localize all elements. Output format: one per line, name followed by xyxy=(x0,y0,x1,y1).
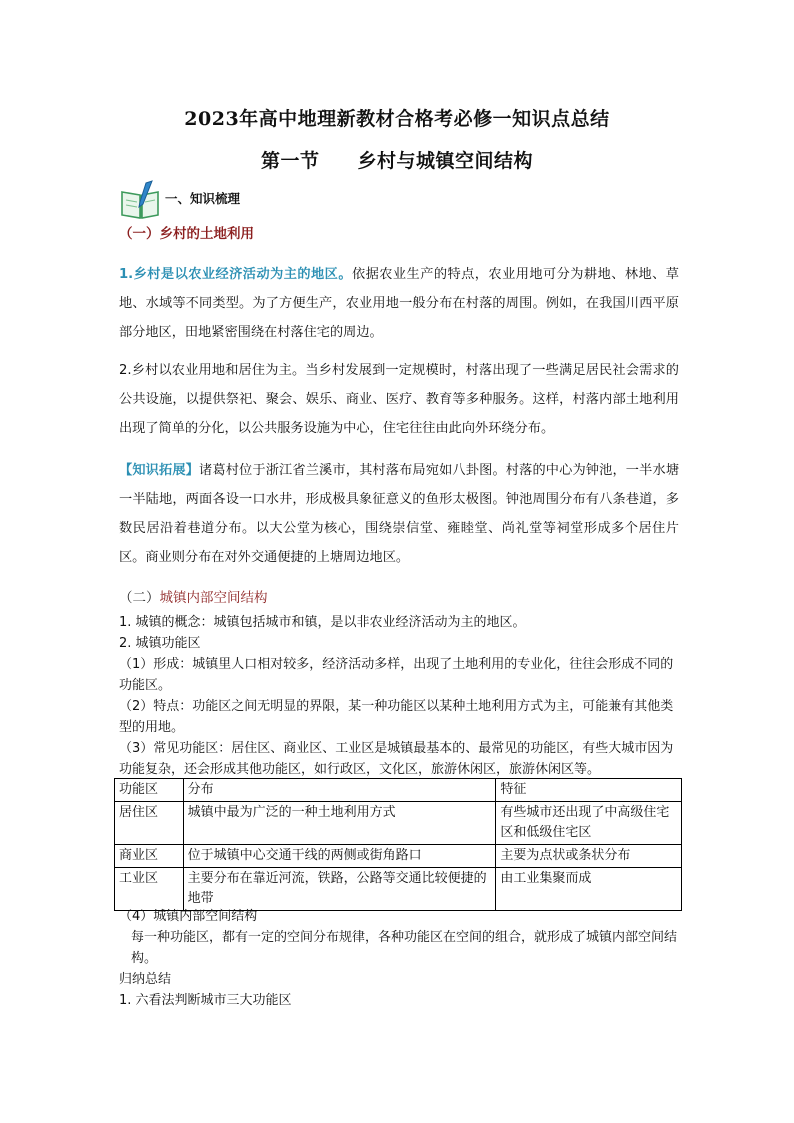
list-item: 1. 城镇的概念：城镇包括城市和镇，是以非农业经济活动为主的地区。 xyxy=(119,615,526,630)
paragraph-rural-1 xyxy=(119,260,679,347)
table-cell: 城镇中最为广泛的一种土地利用方式 xyxy=(183,802,496,845)
document-title: 2023年高中地理新教材合格考必修一知识点总结 xyxy=(184,108,610,130)
subsection-title-rural: （一）乡村的土地利用 xyxy=(119,226,254,242)
table-cell: 主要分布在靠近河流，铁路，公路等交通比较便捷的地带 xyxy=(183,868,496,911)
section-heading xyxy=(0,146,794,173)
paragraph-rural-2: 2.乡村以农业用地和居住为主。当乡村发展到一定规模时，村落出现了一些满足居民社会需求的公共设施，以提供祭祀、聚会、娱乐、商业、医疗、教育等多种服务。这样，村落内部土地利用出现了简单的分化，以公共服务设施为中心，住宅往往由此向外环绕分布。 xyxy=(119,363,679,436)
table-header: 特征 xyxy=(496,779,682,802)
extension-tag: 【知识拓展】 xyxy=(119,463,200,478)
knowledge-label: 一、知识梳理 xyxy=(165,191,241,206)
list-item: （2）特点：功能区之间无明显的界限，某一种功能区以某种土地利用方式为主，可能兼有其他类型的用地。 xyxy=(119,699,674,735)
subsection-prefix: （二） xyxy=(119,590,160,606)
table-row xyxy=(115,868,682,911)
table-cell: 位于城镇中心交通干线的两侧或街角路口 xyxy=(183,845,496,868)
book-pen-icon xyxy=(119,180,163,220)
paragraph-text: 依据农业生产的特点，农业用地可分为耕地、林地、草地、水域等不同类型。为了方便生产，农业用地一般分布在村落的周围。例如，在我国川西平原部分地区，田地紧密围绕在村落住宅的周边。 xyxy=(119,267,679,340)
structure-section xyxy=(119,906,679,1011)
section-prefix: 第一节 xyxy=(260,150,320,172)
list-item: （3）常见功能区：居住区、商业区、工业区是城镇最基本的、最常见的功能区，有些大城市因为功能复杂，还会形成其他功能区，如行政区，文化区，旅游休闲区，旅游休闲区等。 xyxy=(119,741,674,777)
list-item: 1. 六看法判断城市三大功能区 xyxy=(119,993,292,1008)
urban-list xyxy=(119,612,679,780)
table-cell: 主要为点状或条状分布 xyxy=(496,845,682,868)
paragraph-text: 每一种功能区，都有一定的空间分布规律，各种功能区在空间的组合，就形成了城镇内部空间结构。 xyxy=(131,930,678,966)
knowledge-header xyxy=(119,180,240,220)
subheading: （4）城镇内部空间结构 xyxy=(119,909,258,924)
summary-label: 归纳总结 xyxy=(119,972,172,987)
table-header: 分布 xyxy=(183,779,496,802)
table-cell: 居住区 xyxy=(115,802,184,845)
table-cell: 商业区 xyxy=(115,845,184,868)
table-row xyxy=(115,845,682,868)
subsection-title-urban xyxy=(119,586,268,606)
section-name: 乡村与城镇空间结构 xyxy=(357,150,534,172)
table-header-row xyxy=(115,779,682,802)
subsection-name: 城镇内部空间结构 xyxy=(159,590,268,606)
table-header: 功能区 xyxy=(115,779,184,802)
list-item: 2. 城镇功能区 xyxy=(119,636,201,651)
table-row xyxy=(115,802,682,845)
extension-text: 诸葛村位于浙江省兰溪市，其村落布局宛如八卦图。村落的中心为钟池，一半水塘一半陆地，两面各设一口水井，形成极具象征意义的鱼形太极图。钟池周围分布有八条巷道，多数民居沿着巷道分布。以大公堂为核心，围绕崇信堂、雍睦堂、尚礼堂等祠堂形成多个居住片区。商业则分布在对外交通便捷的上塘周边地区。 xyxy=(119,463,680,565)
paragraph-lead: 1.乡村是以农业经济活动为主的地区。 xyxy=(119,267,352,282)
table-cell: 工业区 xyxy=(115,868,184,911)
list-item: （1）形成：城镇里人口相对较多，经济活动多样，出现了土地利用的专业化，往往会形成不同的功能区。 xyxy=(119,657,674,693)
table-cell: 由工业集聚而成 xyxy=(496,868,682,911)
table-cell: 有些城市还出现了中高级住宅区和低级住宅区 xyxy=(496,802,682,845)
paragraph-extension xyxy=(119,456,679,572)
function-zone-table xyxy=(114,778,682,911)
